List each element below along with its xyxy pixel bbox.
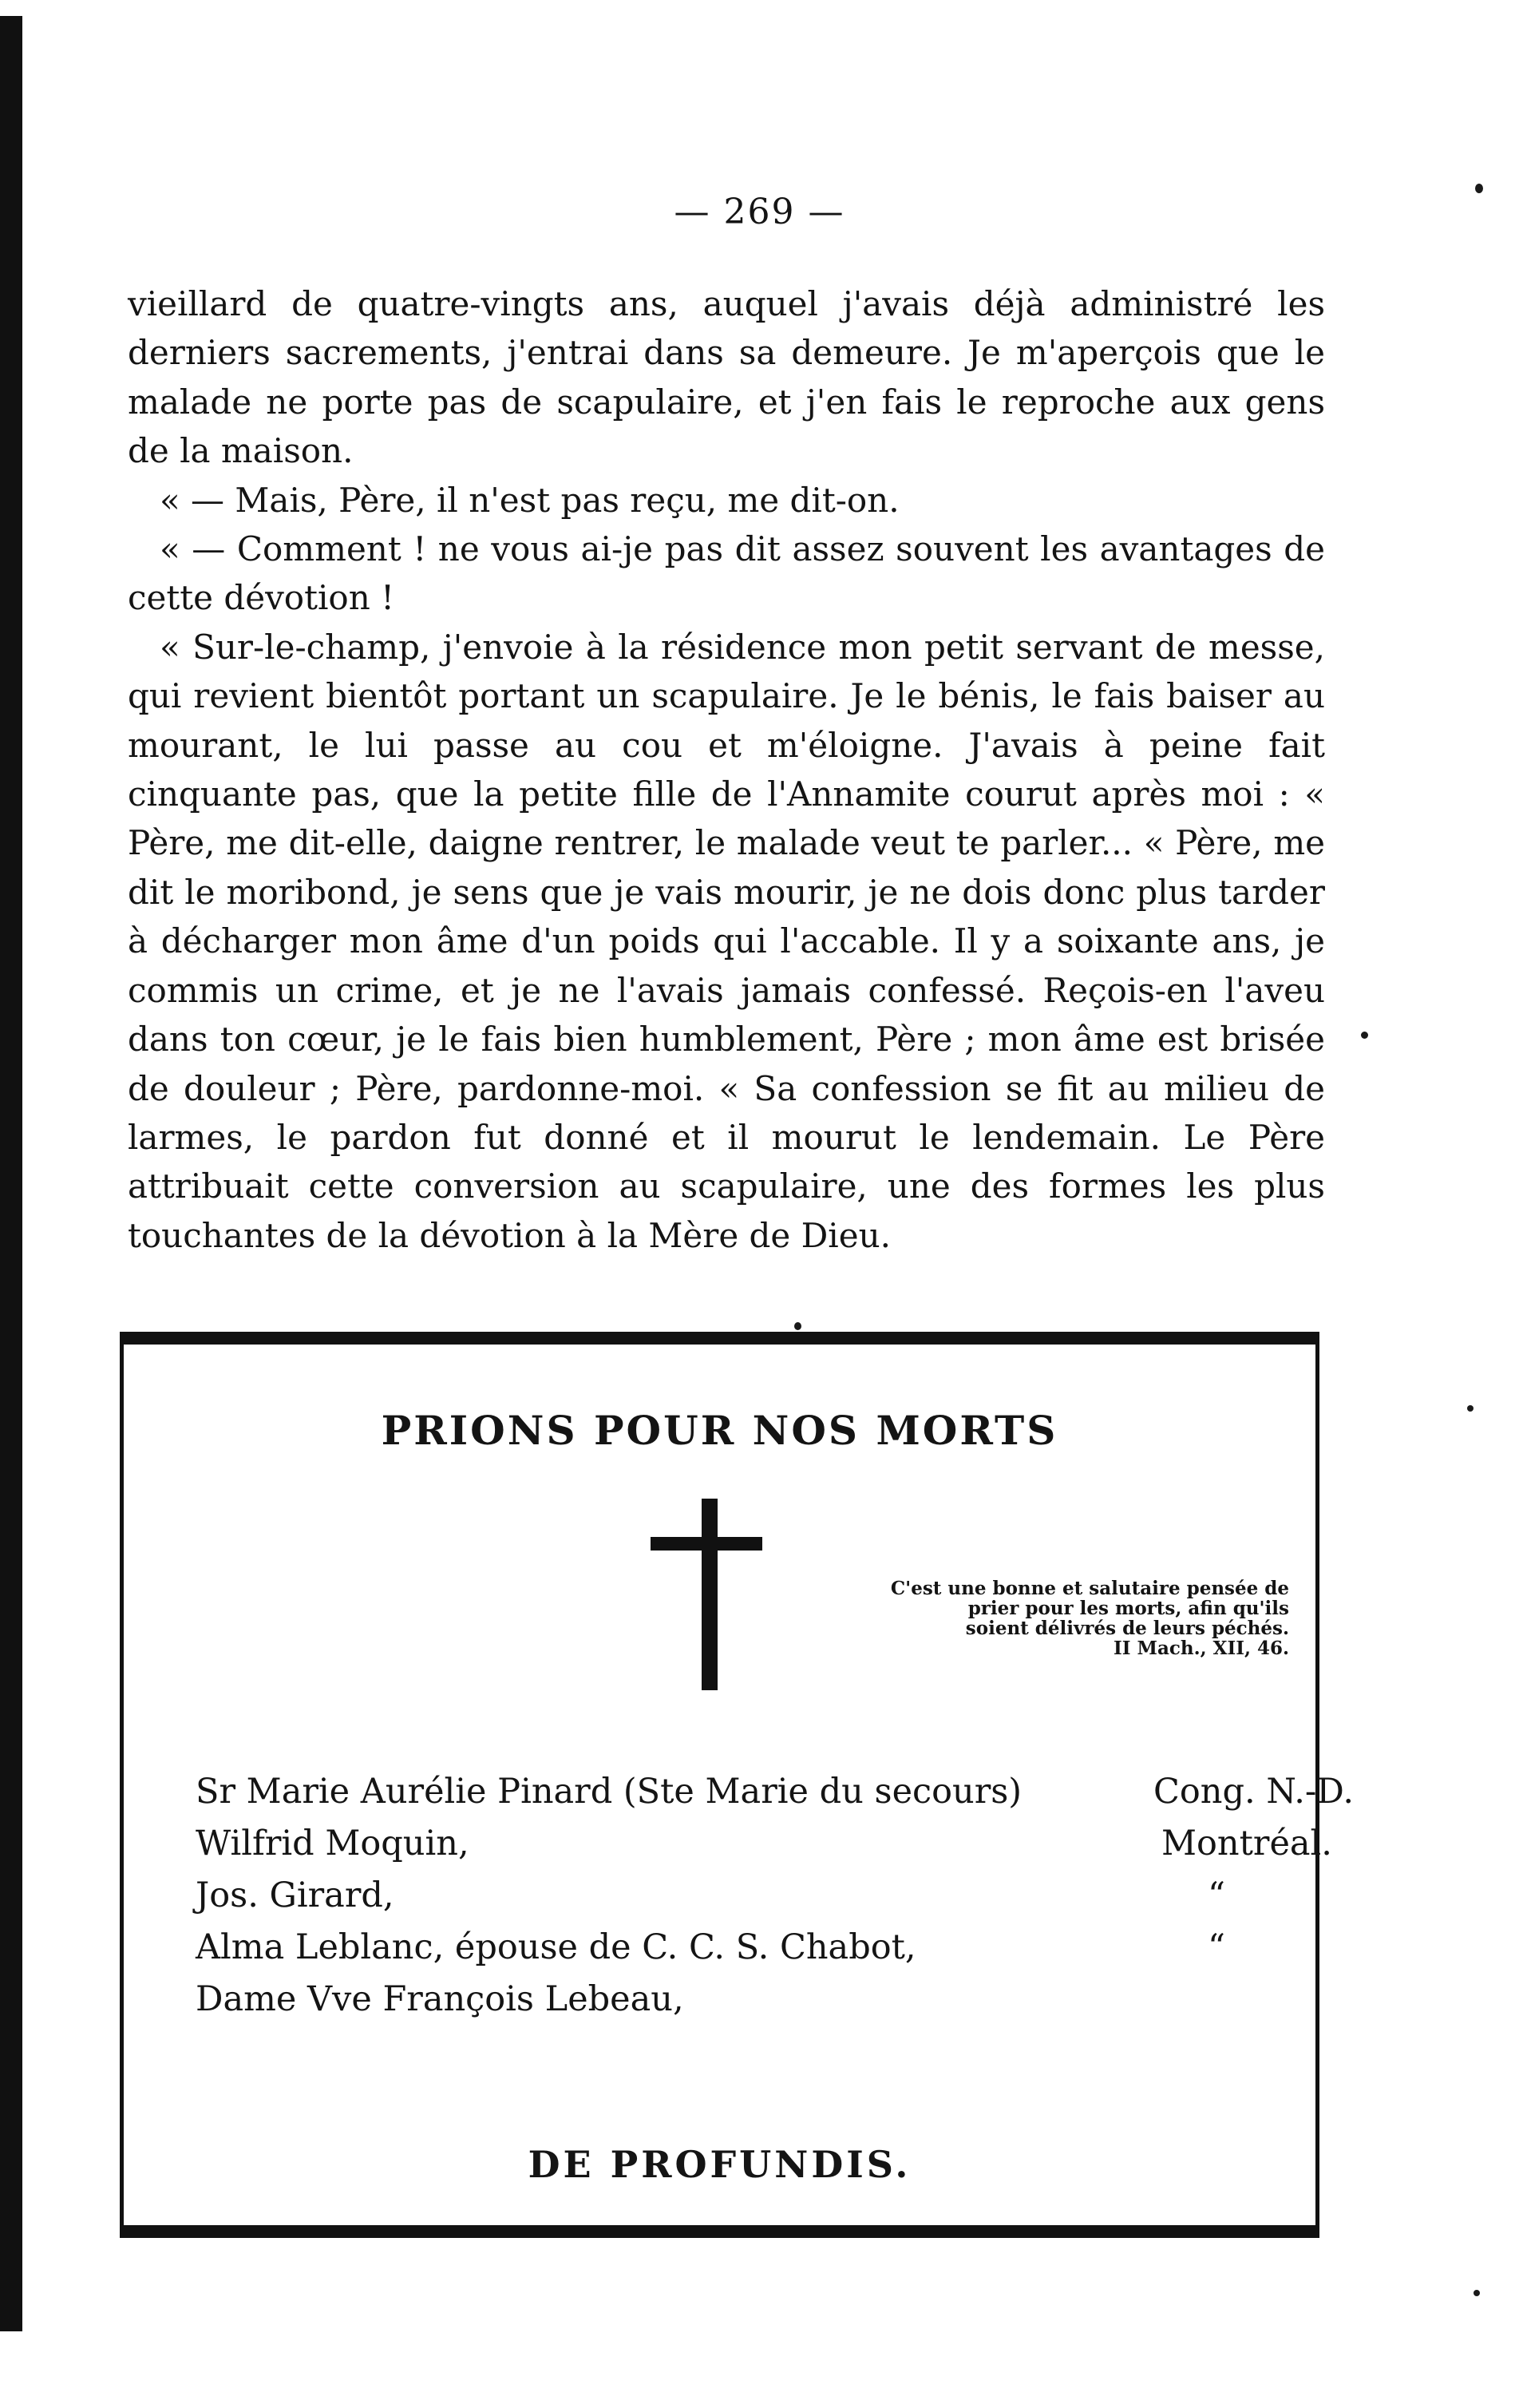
verse-reference: II Mach., XII, 46.: [1113, 1638, 1289, 1659]
deceased-name: Alma Leblanc, épouse de C. C. S. Chabot,: [196, 1927, 916, 1967]
deceased-entry: [196, 1923, 1297, 1971]
verse-line: prier pour les morts, afin qu'ils: [967, 1598, 1289, 1619]
deceased-place: Cong. N.-D.: [1153, 1772, 1355, 1812]
paragraph: vieillard de quatre-vingts ans, auquel j'avais déjà administré les derniers sacrements, j'entrai dans sa demeure. Je m'aperçois que le malade ne porte pas de scapulaire, et j'en fais le reproche aux gens de la maison.: [128, 284, 1325, 471]
deceased-entry: [196, 1975, 1297, 2023]
binding-edge: [0, 16, 22, 2331]
deceased-entry: [196, 1768, 1355, 1816]
speck: [794, 1322, 801, 1330]
speck: [1474, 2290, 1480, 2296]
paragraph: « Sur-le-champ, j'envoie à la résidence mon petit servant de messe, qui revient bientôt portant un scapulaire. Je le bénis, le fais baiser au mourant, le lui passe au cou et m'éloigne. J'avais à peine fait cinquante pas, que la petite fille de l'Annamite courut après moi : « Père, me dit-elle, daigne rentrer, le malade veut te parler... « Père, me dit le moribond, je sens que je vais mourir, je ne dois donc plus tarder à décharger mon âme d'un poids qui l'accable. Il y a soixante ans, je commis un crime, et je ne l'avais jamais confessé. Reçois-en l'aveu dans ton cœur, je le fais bien humblement, Père ; mon âme est brisée de douleur ; Père, pardonne-moi. « Sa confession se fit au milieu de larmes, le pardon fut donné et il mourut le lendemain. Le Père attribuait cette conversion au scapulaire, une des formes les plus touchantes de la dévotion à la Mère de Dieu.: [128, 627, 1325, 1255]
deceased-entry: [196, 1871, 1297, 1919]
deceased-name: Wilfrid Moquin,: [196, 1824, 469, 1863]
paragraph: « — Comment ! ne vous ai-je pas dit assez souvent les avantages de cette dévotion !: [128, 529, 1325, 618]
deceased-place: “: [1208, 1875, 1225, 1915]
deceased-place: Montréal.: [1161, 1824, 1332, 1863]
deceased-place: “: [1208, 1927, 1225, 1967]
notice-title: PRIONS POUR NOS MORTS: [381, 1407, 1058, 1454]
deceased-name: Dame Vve François Lebeau,: [196, 1979, 684, 2019]
verse-line: soient délivrés de leurs péchés.: [965, 1618, 1289, 1639]
page-number: — 269 —: [674, 192, 845, 232]
deceased-name: Jos. Girard,: [196, 1875, 394, 1915]
deceased-entry: [196, 1820, 1332, 1867]
scripture-verse: [810, 1578, 1289, 1658]
verse-line: C'est une bonne et salutaire pensée de: [890, 1578, 1289, 1599]
speck: [1361, 1032, 1368, 1039]
deceased-name: Sr Marie Aurélie Pinard (Ste Marie du secours): [196, 1772, 1023, 1812]
speck: [1467, 1405, 1474, 1412]
body-text: [128, 279, 1325, 1260]
cross-icon: [651, 1499, 762, 1690]
paragraph: « — Mais, Père, il n'est pas reçu, me dit-on.: [160, 480, 900, 520]
obituary-notice: [120, 1332, 1355, 2238]
closing-prayer: DE PROFUNDIS.: [528, 2143, 912, 2186]
